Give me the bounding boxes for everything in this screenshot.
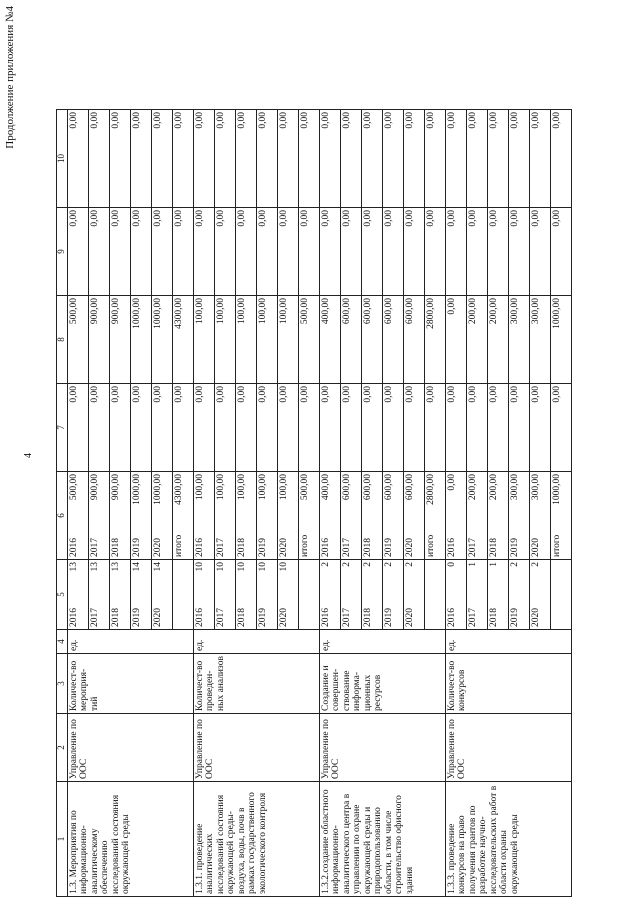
col-header: 7 xyxy=(57,384,68,472)
other-funding: 0,00 xyxy=(68,110,89,208)
indicator-value: 13 xyxy=(90,562,100,572)
year-value-cell xyxy=(236,560,257,630)
amount: 300,00 xyxy=(531,474,541,501)
regional-funding: 500,00 xyxy=(68,296,89,384)
total-funding xyxy=(278,472,299,560)
amount: 100,00 xyxy=(195,474,205,501)
year: 2020 xyxy=(279,608,289,627)
year: 2016 xyxy=(447,608,457,627)
regional-funding: 300,00 xyxy=(509,296,530,384)
federal-funding: 0,00 xyxy=(299,384,320,472)
federal-funding: 0,00 xyxy=(341,384,362,472)
year: 2017 xyxy=(468,538,478,557)
year: 2018 xyxy=(111,538,121,557)
amount: 300,00 xyxy=(510,474,520,501)
year-value-cell xyxy=(467,560,488,630)
other-funding: 0,00 xyxy=(89,110,110,208)
year: 2016 xyxy=(69,608,79,627)
amount: 100,00 xyxy=(279,474,289,501)
total-funding xyxy=(131,472,152,560)
year: 2016 xyxy=(321,608,331,627)
local-funding: 0,00 xyxy=(383,208,404,296)
regional-funding: 100,00 xyxy=(236,296,257,384)
total-funding xyxy=(257,472,278,560)
other-funding: 0,00 xyxy=(194,110,215,208)
amount: 500,00 xyxy=(69,474,79,501)
indicator-value: 10 xyxy=(237,562,247,572)
year: 2016 xyxy=(447,538,457,557)
local-funding: 0,00 xyxy=(362,208,383,296)
local-funding: 0,00 xyxy=(320,208,341,296)
other-funding: 0,00 xyxy=(152,110,173,208)
year-value-cell xyxy=(152,560,173,630)
amount: 4300,00 xyxy=(174,474,184,505)
regional-funding: 900,00 xyxy=(110,296,131,384)
unit: ед. xyxy=(446,630,572,654)
local-funding: 0,00 xyxy=(89,208,110,296)
other-funding: 0,00 xyxy=(446,110,467,208)
other-funding: 0,00 xyxy=(362,110,383,208)
other-funding: 0,00 xyxy=(425,110,446,208)
year: 2017 xyxy=(216,538,226,557)
other-funding: 0,00 xyxy=(215,110,236,208)
indicator-name: Количест-во конкурсов xyxy=(446,654,572,714)
federal-funding: 0,00 xyxy=(236,384,257,472)
federal-funding: 0,00 xyxy=(131,384,152,472)
year-value-cell xyxy=(215,560,236,630)
indicator-value: 14 xyxy=(132,562,142,572)
federal-funding: 0,00 xyxy=(152,384,173,472)
total-funding xyxy=(341,472,362,560)
total-funding xyxy=(446,472,467,560)
federal-funding: 0,00 xyxy=(530,384,551,472)
year-value-cell xyxy=(257,560,278,630)
year: 2018 xyxy=(489,538,499,557)
local-funding: 0,00 xyxy=(446,208,467,296)
responsible-dept: Управление по ООС xyxy=(194,714,320,782)
local-funding: 0,00 xyxy=(278,208,299,296)
year-value-cell xyxy=(404,560,425,630)
total-label: итого xyxy=(552,534,562,557)
amount: 200,00 xyxy=(489,474,499,501)
federal-funding: 0,00 xyxy=(110,384,131,472)
total-funding xyxy=(488,472,509,560)
col-header: 1 xyxy=(57,782,68,897)
amount: 500,00 xyxy=(300,474,310,501)
year: 2017 xyxy=(90,538,100,557)
total-funding xyxy=(530,472,551,560)
year: 2019 xyxy=(510,538,520,557)
year-value-cell xyxy=(68,560,89,630)
indicator-name: Создание и совершен-ствование информа-ционных ресурсов xyxy=(320,654,446,714)
other-funding: 0,00 xyxy=(530,110,551,208)
indicator-value: 10 xyxy=(216,562,226,572)
regional-funding: 4300,00 xyxy=(173,296,194,384)
year-value-cell xyxy=(89,560,110,630)
total-funding xyxy=(152,472,173,560)
year: 2019 xyxy=(132,538,142,557)
regional-funding: 200,00 xyxy=(488,296,509,384)
year-value-cell xyxy=(362,560,383,630)
year: 2020 xyxy=(405,538,415,557)
regional-funding: 100,00 xyxy=(215,296,236,384)
unit: ед. xyxy=(320,630,446,654)
regional-funding: 1000,00 xyxy=(152,296,173,384)
total-funding xyxy=(404,472,425,560)
indicator-value: 2 xyxy=(531,562,541,567)
year-value-cell xyxy=(383,560,404,630)
year: 2019 xyxy=(510,608,520,627)
federal-funding: 0,00 xyxy=(173,384,194,472)
indicator-value: 10 xyxy=(258,562,268,572)
activity-name: 1.3.1. проведение аналитических исследований состояния окружающей среды-воздуха, воды, почв в рамках государственного экологического контроля xyxy=(194,782,320,897)
year: 2017 xyxy=(468,608,478,627)
federal-funding: 0,00 xyxy=(278,384,299,472)
activity-name: 1.3.3. проведение конкурсов на право получения грантов по разработке научно-исследовательских работ в области охраны окружающей среды xyxy=(446,782,572,897)
federal-funding: 0,00 xyxy=(404,384,425,472)
total-funding xyxy=(467,472,488,560)
year: 2017 xyxy=(216,608,226,627)
other-funding: 0,00 xyxy=(467,110,488,208)
federal-funding: 0,00 xyxy=(362,384,383,472)
other-funding: 0,00 xyxy=(320,110,341,208)
indicator-value: 0 xyxy=(447,562,457,567)
activity-name: 1.3. Мероприятия по информационно-аналитическому обеспечению исследований состояния окружающей среды xyxy=(68,782,194,897)
year: 2016 xyxy=(321,538,331,557)
indicator-value: 2 xyxy=(405,562,415,567)
federal-funding: 0,00 xyxy=(194,384,215,472)
local-funding: 0,00 xyxy=(404,208,425,296)
amount: 2800,00 xyxy=(426,474,436,505)
table-row xyxy=(446,110,467,897)
year-value-cell xyxy=(446,560,467,630)
total-funding xyxy=(320,472,341,560)
year: 2018 xyxy=(489,608,499,627)
local-funding: 0,00 xyxy=(551,208,572,296)
regional-funding: 1000,00 xyxy=(131,296,152,384)
amount: 1000,00 xyxy=(132,474,142,505)
local-funding: 0,00 xyxy=(488,208,509,296)
amount: 1000,00 xyxy=(153,474,163,505)
year: 2020 xyxy=(153,538,163,557)
other-funding: 0,00 xyxy=(488,110,509,208)
federal-funding: 0,00 xyxy=(89,384,110,472)
local-funding: 0,00 xyxy=(509,208,530,296)
amount: 900,00 xyxy=(111,474,121,501)
unit: ед. xyxy=(68,630,194,654)
local-funding: 0,00 xyxy=(68,208,89,296)
year: 2017 xyxy=(342,538,352,557)
indicator-value: 2 xyxy=(384,562,394,567)
year: 2018 xyxy=(237,608,247,627)
federal-funding: 0,00 xyxy=(257,384,278,472)
year: 2019 xyxy=(258,608,268,627)
year: 2018 xyxy=(363,538,373,557)
responsible-dept: Управление по ООС xyxy=(68,714,194,782)
federal-funding: 0,00 xyxy=(383,384,404,472)
year: 2020 xyxy=(531,538,541,557)
appendix-heading: Продолжение приложения №4 xyxy=(4,6,16,149)
total-label: итого xyxy=(300,534,310,557)
amount: 100,00 xyxy=(237,474,247,501)
local-funding: 0,00 xyxy=(173,208,194,296)
regional-funding: 600,00 xyxy=(404,296,425,384)
year: 2020 xyxy=(153,608,163,627)
responsible-dept: Управление по ООС xyxy=(446,714,572,782)
other-funding: 0,00 xyxy=(236,110,257,208)
year: 2019 xyxy=(132,608,142,627)
local-funding: 0,00 xyxy=(236,208,257,296)
table-row xyxy=(68,110,89,897)
regional-funding: 600,00 xyxy=(341,296,362,384)
indicator-value: 2 xyxy=(321,562,331,567)
federal-funding: 0,00 xyxy=(509,384,530,472)
column-number-row xyxy=(57,110,68,897)
amount: 600,00 xyxy=(384,474,394,501)
indicator-value: 1 xyxy=(489,562,499,567)
program-table xyxy=(56,109,572,897)
amount: 0,00 xyxy=(447,474,457,491)
other-funding: 0,00 xyxy=(278,110,299,208)
col-header: 10 xyxy=(57,110,68,208)
local-funding: 0,00 xyxy=(215,208,236,296)
year: 2017 xyxy=(342,608,352,627)
total-funding xyxy=(509,472,530,560)
col-header: 4 xyxy=(57,630,68,654)
indicator-value: 2 xyxy=(510,562,520,567)
regional-funding: 100,00 xyxy=(278,296,299,384)
other-funding: 0,00 xyxy=(110,110,131,208)
year: 2017 xyxy=(90,608,100,627)
regional-funding: 600,00 xyxy=(383,296,404,384)
year: 2018 xyxy=(111,608,121,627)
federal-funding: 0,00 xyxy=(446,384,467,472)
col-header: 8 xyxy=(57,296,68,384)
regional-funding: 300,00 xyxy=(530,296,551,384)
year-value-cell xyxy=(320,560,341,630)
federal-funding: 0,00 xyxy=(320,384,341,472)
year: 2018 xyxy=(363,608,373,627)
table-row xyxy=(320,110,341,897)
indicator-name: Количест-во проведен-ных анализов xyxy=(194,654,320,714)
year-value-cell xyxy=(488,560,509,630)
regional-funding: 1000,00 xyxy=(551,296,572,384)
year: 2019 xyxy=(258,538,268,557)
amount: 600,00 xyxy=(342,474,352,501)
regional-funding: 500,00 xyxy=(299,296,320,384)
col-header: 6 xyxy=(57,472,68,560)
local-funding: 0,00 xyxy=(257,208,278,296)
total-funding xyxy=(362,472,383,560)
year-value-cell xyxy=(341,560,362,630)
total-funding xyxy=(236,472,257,560)
total-funding xyxy=(194,472,215,560)
amount: 200,00 xyxy=(468,474,478,501)
year-value-cell xyxy=(509,560,530,630)
year-value-cell xyxy=(131,560,152,630)
other-funding: 0,00 xyxy=(299,110,320,208)
indicator-value: 10 xyxy=(279,562,289,572)
other-funding: 0,00 xyxy=(383,110,404,208)
unit: ед. xyxy=(194,630,320,654)
regional-funding: 200,00 xyxy=(467,296,488,384)
federal-funding: 0,00 xyxy=(551,384,572,472)
year: 2020 xyxy=(279,538,289,557)
local-funding: 0,00 xyxy=(530,208,551,296)
indicator-value: 2 xyxy=(342,562,352,567)
regional-funding: 100,00 xyxy=(257,296,278,384)
indicator-value: 14 xyxy=(153,562,163,572)
total-funding xyxy=(551,472,572,560)
local-funding: 0,00 xyxy=(152,208,173,296)
year-value-cell xyxy=(110,560,131,630)
indicator-value: 10 xyxy=(195,562,205,572)
total-funding xyxy=(215,472,236,560)
regional-funding: 100,00 xyxy=(194,296,215,384)
other-funding: 0,00 xyxy=(404,110,425,208)
col-header: 9 xyxy=(57,208,68,296)
activity-name: 1.3.2.создание областного информационно-аналитического центра в управлении по охране окружающей среды и природопользованию области, в том числе строительство офисного здания xyxy=(320,782,446,897)
amount: 1000,00 xyxy=(552,474,562,505)
amount: 600,00 xyxy=(363,474,373,501)
indicator-value: 2 xyxy=(363,562,373,567)
year-value-cell xyxy=(194,560,215,630)
local-funding: 0,00 xyxy=(131,208,152,296)
local-funding: 0,00 xyxy=(299,208,320,296)
federal-funding: 0,00 xyxy=(488,384,509,472)
amount: 100,00 xyxy=(216,474,226,501)
regional-funding: 600,00 xyxy=(362,296,383,384)
total-funding xyxy=(68,472,89,560)
year-value-cell xyxy=(173,560,194,630)
col-header: 2 xyxy=(57,714,68,782)
federal-funding: 0,00 xyxy=(215,384,236,472)
indicator-name: Количест-во мероприя-тий xyxy=(68,654,194,714)
amount: 600,00 xyxy=(405,474,415,501)
year-value-cell xyxy=(425,560,446,630)
total-label: итого xyxy=(426,534,436,557)
year: 2016 xyxy=(69,538,79,557)
year: 2019 xyxy=(384,538,394,557)
year-value-cell xyxy=(299,560,320,630)
regional-funding: 0,00 xyxy=(446,296,467,384)
year: 2020 xyxy=(531,608,541,627)
federal-funding: 0,00 xyxy=(425,384,446,472)
year: 2020 xyxy=(405,608,415,627)
other-funding: 0,00 xyxy=(131,110,152,208)
indicator-value: 1 xyxy=(468,562,478,567)
other-funding: 0,00 xyxy=(509,110,530,208)
total-funding xyxy=(425,472,446,560)
year-value-cell xyxy=(530,560,551,630)
local-funding: 0,00 xyxy=(341,208,362,296)
regional-funding: 900,00 xyxy=(89,296,110,384)
year-value-cell xyxy=(551,560,572,630)
local-funding: 0,00 xyxy=(110,208,131,296)
regional-funding: 2800,00 xyxy=(425,296,446,384)
col-header: 5 xyxy=(57,560,68,630)
page-number: 4 xyxy=(23,453,34,458)
col-header: 3 xyxy=(57,654,68,714)
responsible-dept: Управление по ООС xyxy=(320,714,446,782)
local-funding: 0,00 xyxy=(467,208,488,296)
other-funding: 0,00 xyxy=(257,110,278,208)
year: 2016 xyxy=(195,608,205,627)
year: 2016 xyxy=(195,538,205,557)
amount: 100,00 xyxy=(258,474,268,501)
local-funding: 0,00 xyxy=(194,208,215,296)
total-funding xyxy=(299,472,320,560)
other-funding: 0,00 xyxy=(341,110,362,208)
total-funding xyxy=(173,472,194,560)
indicator-value: 13 xyxy=(69,562,79,572)
total-funding xyxy=(89,472,110,560)
local-funding: 0,00 xyxy=(425,208,446,296)
amount: 400,00 xyxy=(321,474,331,501)
table-row xyxy=(194,110,215,897)
year-value-cell xyxy=(278,560,299,630)
year: 2019 xyxy=(384,608,394,627)
amount: 900,00 xyxy=(90,474,100,501)
total-funding xyxy=(383,472,404,560)
year: 2018 xyxy=(237,538,247,557)
other-funding: 0,00 xyxy=(173,110,194,208)
indicator-value: 13 xyxy=(111,562,121,572)
regional-funding: 400,00 xyxy=(320,296,341,384)
federal-funding: 0,00 xyxy=(68,384,89,472)
other-funding: 0,00 xyxy=(551,110,572,208)
total-label: итого xyxy=(174,534,184,557)
total-funding xyxy=(110,472,131,560)
federal-funding: 0,00 xyxy=(467,384,488,472)
